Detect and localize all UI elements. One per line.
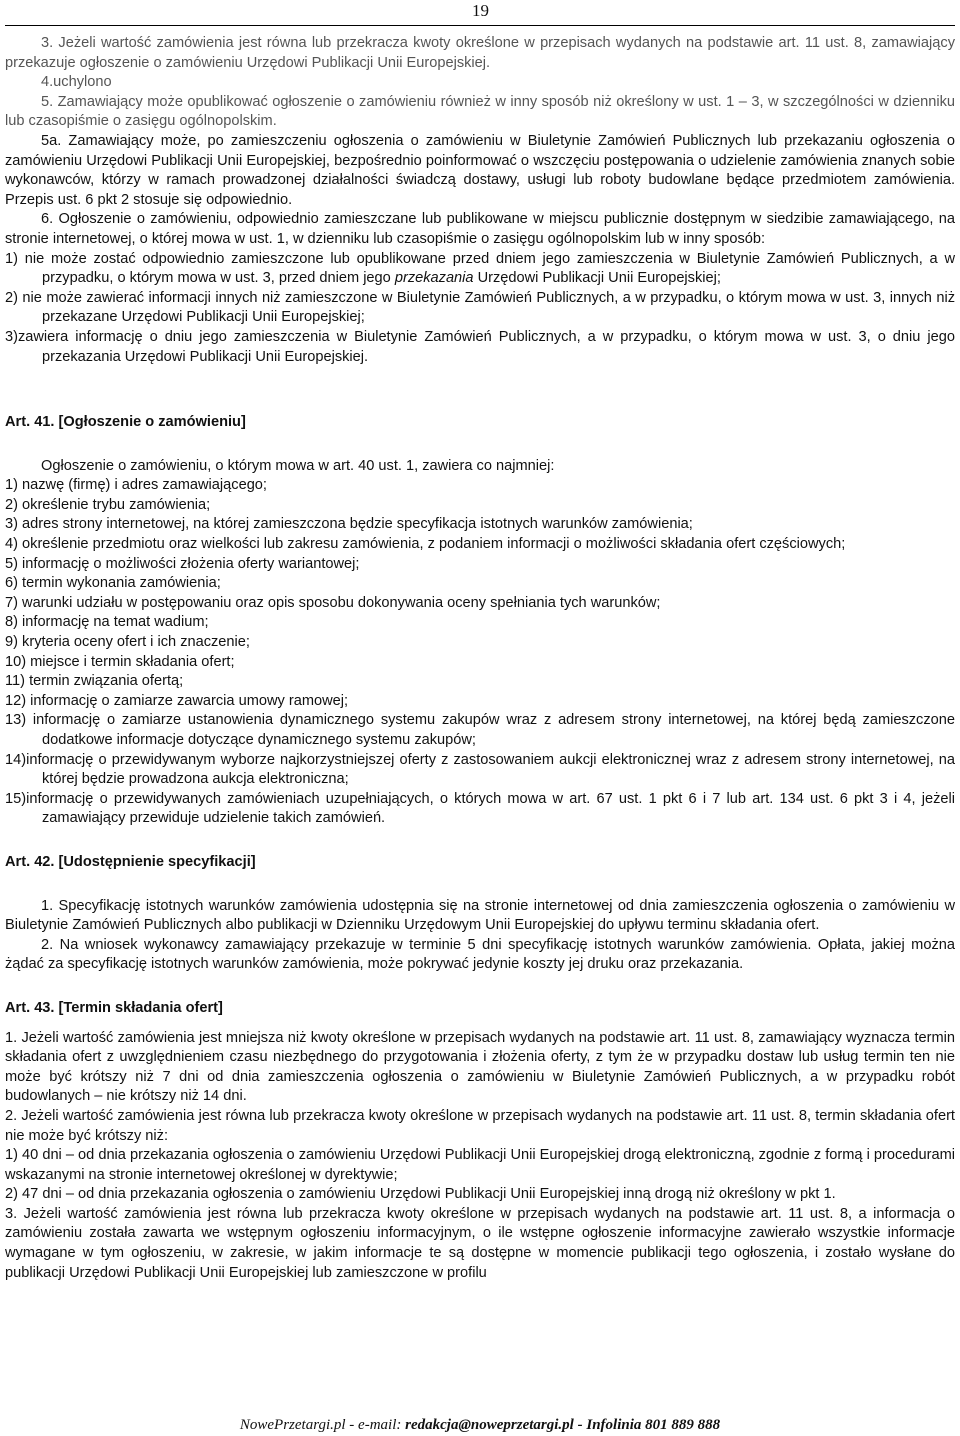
art41-item-11: 11) termin związania ofertą; — [5, 673, 184, 690]
art41-section — [5, 413, 955, 829]
spacer — [5, 1019, 955, 1029]
spacer — [5, 975, 955, 999]
art41-item-3: 3) adres strony internetowej, na której zamieszczona będzie specyfikacja istotnych warunków zamówienia; — [5, 516, 693, 533]
art41-item-10: 10) miejsce i termin składania ofert; — [5, 653, 235, 670]
art41-item-14: 14)informację o przewidywanym wyborze najkorzystniejszej oferty z zastosowaniem aukcji elektronicznej wraz z adresem strony internetowej, na której będzie prowadzona aukcja elektroniczna; — [5, 751, 955, 788]
page-number: 19 — [472, 1, 489, 20]
art43-paragraph-3: 3. Jeżeli wartość zamówienia jest równa lub przekracza kwoty określone w przepisach wydanych na podstawie art. 11 ust. 8, a informacja o zamówieniu została zawarta we wstępnym ogłoszeniu informacyjnym, o ile wstępne ogłoszenie informacyjne zawierało wszystkie informacje wymagane w tym ogłoszeniu, w zakresie, w jakim informacje te są dostępne w momencie publikacji tego ogłoszenia, i zostało wysłane do publikacji Urzędowi Publikacji Unii Europejskiej lub zamieszczone w profilu — [5, 1205, 955, 1281]
art43-paragraph-1: 1. Jeżeli wartość zamówienia jest mniejsza niż kwoty określone w przepisach wydanych na podstawie art. 11 ust. 8, zamawiający wyznacza termin składania ofert z uwzględnieniem czasu niezbędnego do przygotowania i złożenia oferty, z tym że w przypadku dostaw lub usług termin ten nie może być krótszy niż 7 dni od dnia zamieszczenia ogłoszenia o zamówieniu w Biuletynie Zamówień Publicznych, a w przypadku robót budowlanych – nie krótszy niż 14 dni. — [5, 1029, 955, 1105]
art41-item-13: 13) informację o zamiarze ustanowienia dynamicznego systemu zakupów wraz z adresem strony internetowej, na której będą zamieszczone dodatkowe informacje dotyczące dynamicznego systemu zakupów; — [5, 712, 955, 748]
art40-paragraph-5a: 5a. Zamawiający może, po zamieszczeniu ogłoszenia o zamówieniu w Biuletynie Zamówień Publicznych lub przekazaniu ogłoszenia o zamówieniu Urzędowi Publikacji Unii Europejskiej, bezpośrednio poinformować o wszczęciu postępowania o udzielenie zamówienia znanych sobie wykonawców, którzy w ramach prowadzonej działalności świadczą dostawy, usługi lub roboty budowlane będące przedmiotem zamówienia. Przepis ust. 6 pkt 2 stosuje się odpowiednio. — [5, 132, 955, 208]
art42-paragraph-1: 1. Specyfikację istotnych warunków zamówienia udostępnia się na stronie internetowej od dnia zamieszczenia ogłoszenia o zamówieniu w Biuletynie Zamówień Publicznych albo publikacji w Dzienniku Urzędowym Unii Europejskiej do upływu terminu składania ofert. — [5, 897, 955, 934]
art40-item-3: 3)zawiera informację o dniu jego zamieszczenia w Biuletynie Zamówień Publicznych, a w przypadku, o którym mowa w ust. 3, o dniu jego przekazania Urzędowi Publikacji Unii Europejskiej. — [5, 328, 955, 365]
art42-heading: Art. 42. [Udostępnienie specyfikacji] — [5, 853, 256, 870]
spacer — [5, 873, 955, 897]
art43-heading: Art. 43. [Termin składania ofert] — [5, 999, 223, 1016]
art43-paragraph-2: 2. Jeżeli wartość zamówienia jest równa lub przekracza kwoty określone w przepisach wydanych na podstawie art. 11 ust. 8, termin składania ofert nie może być krótszy niż: — [5, 1107, 955, 1144]
art40-continuation — [5, 34, 955, 367]
spacer — [5, 433, 955, 457]
header-rule — [5, 25, 955, 26]
art41-item-12: 12) informację o zamiarze zawarcia umowy ramowej; — [5, 692, 349, 709]
spacer — [5, 829, 955, 853]
art40-paragraph-3: 3. Jeżeli wartość zamówienia jest równa lub przekracza kwoty określone w przepisach wydanych na podstawie art. 11 ust. 8, zamawiający przekazuje ogłoszenie o zamówieniu Urzędowi Publikacji Unii Europejskiej. — [5, 35, 955, 71]
art40-item-1-text: 1) nie może zostać odpowiednio zamieszczone lub opublikowane przed dniem jego zamieszczenia w Biuletynie Zamówień Publicznych, a w przypadku, o którym mowa w ust. 3, przed dniem jego — [5, 250, 955, 287]
art43-section — [5, 999, 955, 1283]
art42-section — [5, 853, 955, 975]
art40-paragraph-5: 5. Zamawiający może opublikować ogłoszenie o zamówieniu również w inny sposób niż określony w ust. 1 – 3, w szczególności w dzienniku lub czasopiśmie o zasięgu ogólnopolskim. — [5, 93, 955, 130]
art41-heading: Art. 41. [Ogłoszenie o zamówieniu] — [5, 414, 246, 431]
footer-site: NowePrzetargi.pl - e-mail: — [239, 1417, 406, 1433]
spacer — [5, 367, 955, 413]
art41-item-7: 7) warunki udziału w postępowaniu oraz opis sposobu dokonywania oceny spełniania tych warunków; — [5, 594, 661, 611]
art41-item-4: 4) określenie przedmiotu oraz wielkości lub zakresu zamówienia, z podaniem informacji o możliwości składania ofert częściowych; — [5, 536, 846, 553]
footer-phone: - Infolinia 801 889 888 — [573, 1417, 721, 1433]
art43-paragraph-2-item-2: 2) 47 dni – od dnia przekazania ogłoszenia o zamówieniu Urzędowi Publikacji Unii Europejskiej inną drogą niż określony w pkt 1. — [5, 1186, 836, 1203]
art41-item-9: 9) kryteria oceny ofert i ich znaczenie; — [5, 634, 250, 651]
art40-item-1-tail: Urzędowi Publikacji Unii Europejskiej; — [473, 270, 721, 287]
art40-paragraph-6: 6. Ogłoszenie o zamówieniu, odpowiednio zamieszczane lub publikowane w miejscu publicznie dostępnym w siedzibie zamawiającego, na stronie internetowej, o której mowa w ust. 1, w dzienniku lub czasopiśmie o zasięgu ogólnopolskim lub w inny sposób: — [5, 211, 955, 247]
footer-email: redakcja@noweprzetargi.pl — [405, 1417, 574, 1433]
art40-item-1 — [5, 250, 955, 289]
page-footer — [0, 1416, 960, 1436]
art41-item-6: 6) termin wykonania zamówienia; — [5, 575, 221, 592]
art43-paragraph-2-item-1: 1) 40 dni – od dnia przekazania ogłoszenia o zamówieniu Urzędowi Publikacji Unii Europejskiej drogą elektroniczną, zgodnie z formą i procedurami wskazanymi na stronie internetowej określonej w dyrektywie; — [5, 1147, 955, 1183]
art41-intro: Ogłoszenie o zamówieniu, o którym mowa w art. 40 ust. 1, zawiera co najmniej: — [41, 457, 555, 474]
art40-item-2: 2) nie może zawierać informacji innych niż zamieszczone w Biuletynie Zamówień Publicznych, a w przypadku, o którym mowa w ust. 3, innych niż przekazane Urzędowi Publikacji Unii Europejskiej; — [5, 289, 955, 326]
art41-item-5: 5) informację o możliwości złożenia oferty wariantowej; — [5, 555, 360, 572]
art41-item-1: 1) nazwę (firmę) i adres zamawiającego; — [5, 477, 267, 494]
document-body — [5, 34, 955, 1283]
art41-item-2: 2) określenie trybu zamówienia; — [5, 496, 211, 513]
art40-item-1-emphasis: przekazania — [394, 270, 474, 287]
art41-item-8: 8) informację na temat wadium; — [5, 614, 209, 631]
art42-paragraph-2: 2. Na wniosek wykonawcy zamawiający przekazuje w terminie 5 dni specyfikację istotnych warunków zamówienia. Opłata, jakiej można żądać za specyfikację istotnych warunków zamówienia, może pokrywać jedynie koszty jej druku oraz przekazania. — [5, 936, 955, 973]
art40-paragraph-4: 4.uchylono — [41, 74, 112, 91]
art41-item-15: 15)informację o przewidywanych zamówieniach uzupełniających, o których mowa w art. 67 ust. 1 pkt 6 i 7 lub art. 134 ust. 6 pkt 3 i 4, jeżeli zamawiający przewiduje udzielenie takich zamówień. — [5, 790, 955, 827]
